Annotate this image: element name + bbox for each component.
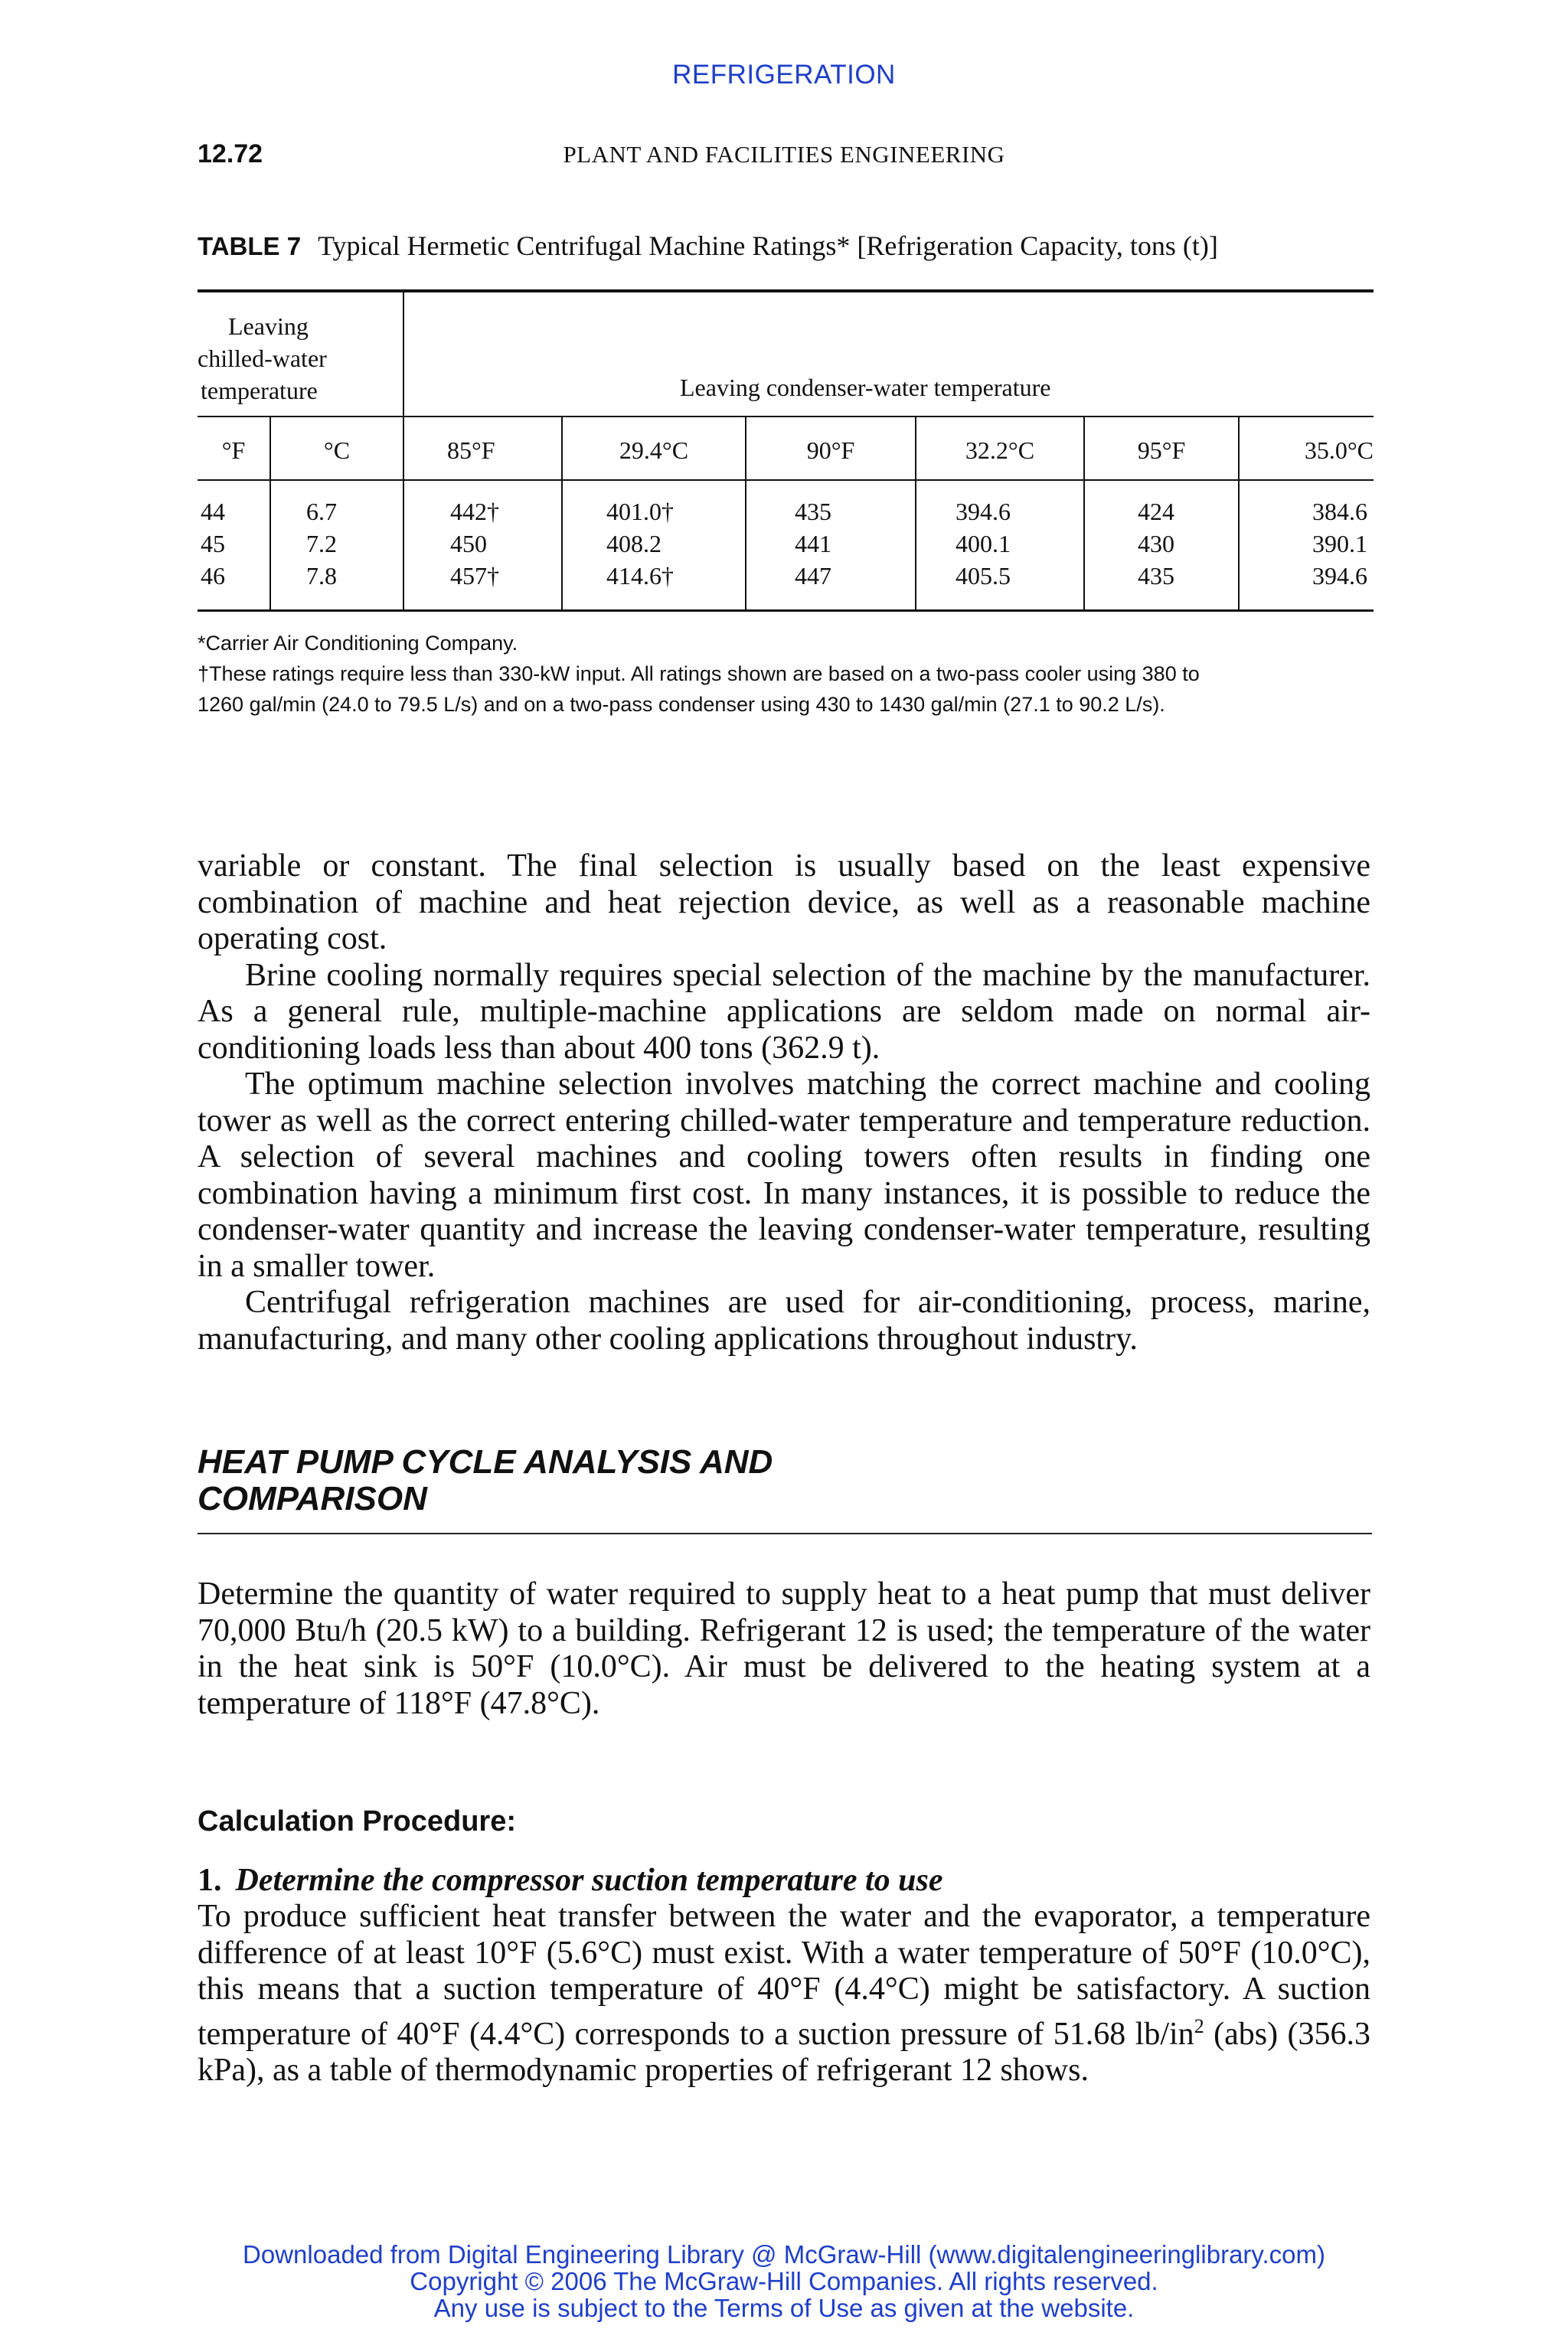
column-header: 95°F bbox=[1137, 436, 1186, 464]
table-cell: 45 bbox=[201, 530, 225, 557]
table-cell: 44 bbox=[201, 498, 225, 525]
page-footer bbox=[0, 2241, 1568, 2321]
table-cell: 408.2 bbox=[606, 530, 662, 557]
step-number: 1. bbox=[198, 1863, 222, 1898]
paragraph: Centrifugal refrigeration machines are used for air-conditioning, process, marine, manufacturing, and many other cooling applications throughout industry. bbox=[198, 1285, 1370, 1357]
table-cell: 394.6 bbox=[956, 498, 1011, 525]
page-number: 12.72 bbox=[198, 139, 263, 168]
table-column-header-rule bbox=[198, 479, 1374, 481]
table-cell: 7.8 bbox=[306, 562, 337, 590]
table-cell: 384.6 bbox=[1312, 498, 1367, 525]
table-stub-divider bbox=[403, 289, 404, 611]
column-header: 85°F bbox=[447, 436, 495, 464]
section-heading-line: COMPARISON bbox=[198, 1480, 427, 1517]
footnote: †These ratings require less than 330-kW input. All ratings shown are based on a two-pass cooler using 380 to bbox=[198, 662, 1200, 685]
table-cell: 414.6† bbox=[606, 562, 674, 590]
step-heading bbox=[198, 1862, 943, 1899]
table-cell: 424 bbox=[1138, 498, 1174, 525]
column-header: °F bbox=[221, 436, 246, 464]
table-cell: 441 bbox=[795, 530, 831, 557]
table-cell: 401.0† bbox=[606, 498, 674, 525]
paragraph: Determine the quantity of water required to supply heat to a heat pump that must deliver 70,000 Btu/h (20.5 kW) to a building. Refrigerant 12 is used; the temperature of the water in the heat sink is 50°F (10.0°C). Air must be delivered to the heating system at a temperature of 118°F (47.8°C). bbox=[198, 1576, 1370, 1721]
table-label: TABLE 7 bbox=[198, 232, 302, 260]
table-title: Typical Hermetic Centrifugal Machine Ratings* [Refrigeration Capacity, tons (t)] bbox=[318, 230, 1218, 261]
footer-line: Any use is subject to the Terms of Use as given at the website. bbox=[433, 2294, 1135, 2322]
calculation-heading: Calculation Procedure: bbox=[198, 1805, 516, 1838]
table-cell: 7.2 bbox=[306, 530, 337, 557]
stub-header-line: temperature bbox=[201, 377, 318, 404]
table-cell: 442† bbox=[450, 498, 499, 525]
section-banner: REFRIGERATION bbox=[672, 60, 896, 90]
table-cell: 457† bbox=[450, 562, 499, 590]
footnote: 1260 gal/min (24.0 to 79.5 L/s) and on a two-pass condenser using 430 to 1430 gal/min (27.1 to 90.2 L/s). bbox=[198, 693, 1165, 716]
footnote: *Carrier Air Conditioning Company. bbox=[198, 632, 518, 655]
table-cell: 450 bbox=[450, 530, 487, 557]
paragraph: Brine cooling normally requires special selection of the machine by the manufacturer. As a general rule, multiple-machine applications are seldom made on normal air-conditioning loads less than about 400 tons (362.9 t). bbox=[198, 957, 1370, 1066]
paragraph: To produce sufficient heat transfer between the water and the evaporator, a temperature difference of at least 10°F (5.6°C) must exist. With a water temperature of 50°F (10.0°C), this means that a suction temperature of 40°F (4.4°C) might be satisfactory. A suction temperature of 40°F (4.4°C) corresponds to a suction pressure of 51.68 $lb/in^2$ (abs) (356.3 kPa), as a table of thermodynamic properties of refrigerant 12 shows. bbox=[198, 1899, 1370, 2088]
footer-line[interactable]: Downloaded from Digital Engineering Library @ McGraw-Hill (www.digitalengineeringlibrary.com) bbox=[243, 2240, 1325, 2269]
step-text bbox=[198, 1899, 1370, 2089]
column-header: 90°F bbox=[806, 436, 855, 464]
paragraph: variable or constant. The final selection is usually based on the least expensive combination of machine and heat rejection device, as well as a reasonable machine operating cost. bbox=[198, 848, 1370, 956]
problem-statement bbox=[198, 1576, 1370, 1722]
column-header: 35.0°C bbox=[1304, 436, 1374, 464]
table-bottom-rule bbox=[198, 609, 1374, 612]
table-cell: 390.1 bbox=[1312, 530, 1367, 557]
table-footnotes bbox=[198, 628, 1377, 720]
table-cell: 435 bbox=[795, 498, 831, 525]
table-caption bbox=[198, 230, 1392, 262]
footer-line: Copyright © 2006 The McGraw-Hill Companies. All rights reserved. bbox=[410, 2267, 1158, 2295]
ratings-table bbox=[198, 289, 1374, 614]
table-cell: 435 bbox=[1138, 562, 1174, 590]
table-cell: 6.7 bbox=[306, 498, 337, 525]
section-heading bbox=[198, 1444, 1370, 1517]
paragraph: The optimum machine selection involves matching the correct machine and cooling tower as well as the correct entering chilled-water temperature and temperature reduction. A selection of several machines and cooling towers often results in finding one combination having a minimum first cost. In many instances, it is possible to reduce the condenser-water quantity and increase the leaving condenser-water temperature, resulting in a smaller tower. bbox=[198, 1067, 1370, 1284]
table-top-rule bbox=[198, 289, 1374, 292]
stub-header-line: Leaving bbox=[228, 312, 309, 340]
column-header: °C bbox=[323, 436, 351, 464]
stub-header-line: chilled-water bbox=[198, 345, 327, 372]
column-header: 29.4°C bbox=[619, 436, 689, 464]
table-cell: 430 bbox=[1138, 530, 1174, 557]
span-header: Leaving condenser-water temperature bbox=[680, 374, 1051, 401]
table-cell: 400.1 bbox=[956, 530, 1011, 557]
section-heading-line: HEAT PUMP CYCLE ANALYSIS AND bbox=[198, 1443, 773, 1481]
table-cell: 447 bbox=[795, 562, 831, 590]
column-header: 32.2°C bbox=[965, 436, 1035, 464]
running-head: PLANT AND FACILITIES ENGINEERING bbox=[563, 141, 1005, 168]
table-header-rule bbox=[198, 416, 1374, 417]
step-title: Determine the compressor suction temperature to use bbox=[235, 1863, 943, 1898]
table-cell: 405.5 bbox=[956, 562, 1011, 590]
body-text bbox=[198, 848, 1370, 1357]
section-heading-rule bbox=[198, 1533, 1372, 1534]
table-cell: 46 bbox=[201, 562, 225, 590]
table-cell: 394.6 bbox=[1312, 562, 1367, 590]
